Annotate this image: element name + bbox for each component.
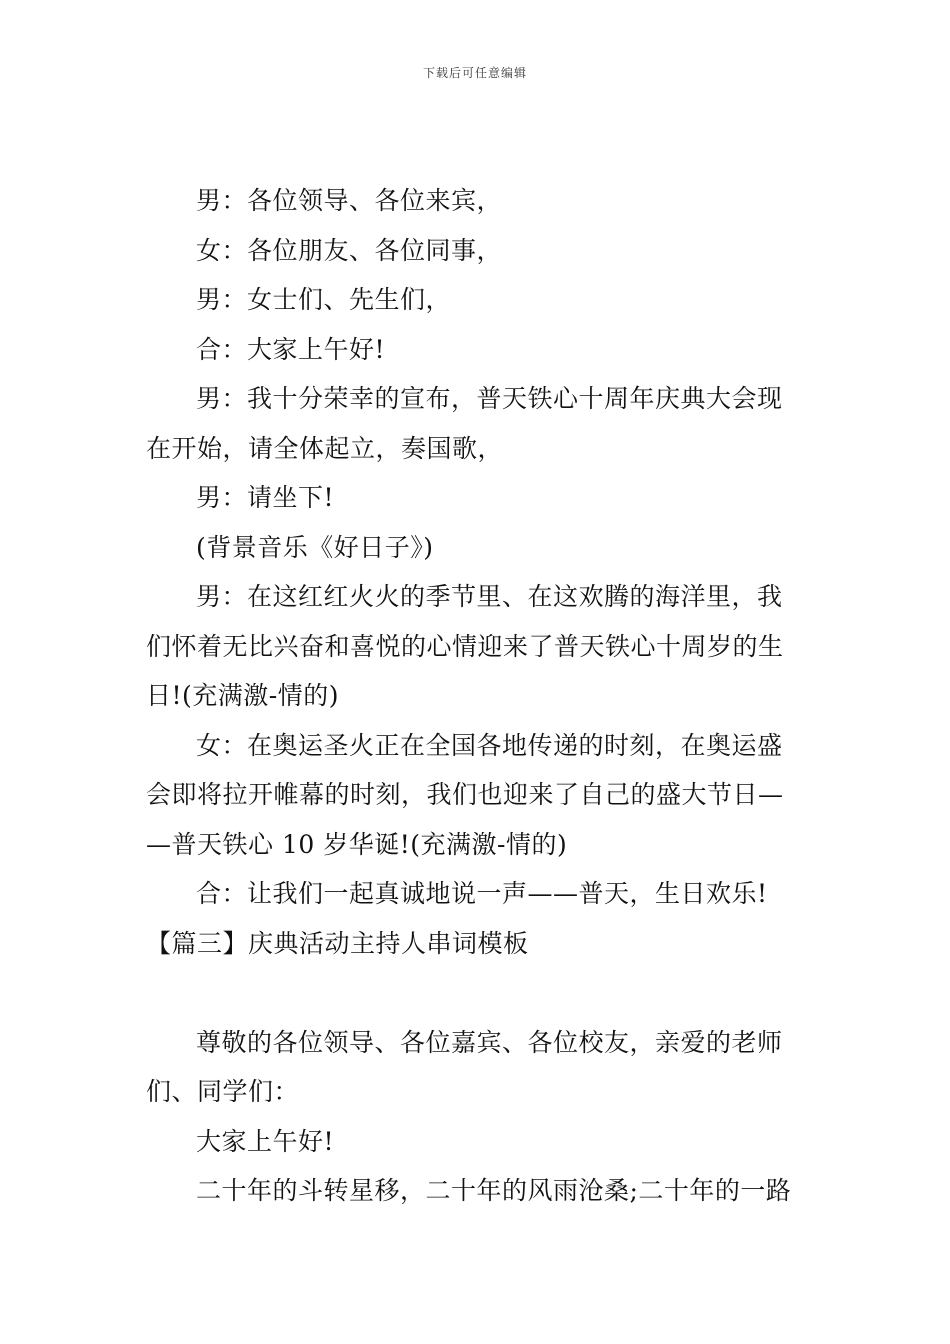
- paragraph-line: 们、同学们：: [146, 1077, 300, 1106]
- paragraph-line: 男：女士们、先生们，: [196, 285, 452, 314]
- paragraph-line: 男：各位领导、各位来宾，: [196, 186, 503, 215]
- paragraph-line: 男：请坐下!: [196, 483, 335, 512]
- paragraph-line: (背景音乐《好日子》): [196, 532, 434, 562]
- document-body: [146, 176, 808, 1216]
- blank-line: [146, 968, 808, 1018]
- paragraph-line: —普天铁心 10 岁华诞!(充满激-情的): [146, 829, 568, 859]
- paragraph-line: 会即将拉开帷幕的时刻，我们也迎来了自己的盛大节日—: [146, 780, 784, 809]
- paragraph-line: 们怀着无比兴奋和喜悦的心情迎来了普天铁心十周岁的生: [146, 631, 784, 661]
- paragraph-line: 尊敬的各位领导、各位嘉宾、各位校友，亲爱的老师: [196, 1027, 783, 1057]
- paragraph-line: 二十年的斗转星移，二十年的风雨沧桑;二十年的一路: [196, 1176, 792, 1205]
- paragraph-line: 合：让我们一起真诚地说一声——普天，生日欢乐!: [196, 879, 768, 908]
- paragraph-line: 合：大家上午好!: [196, 334, 386, 364]
- paragraph-line: 女：在奥运圣火正在全国各地传递的时刻，在奥运盛: [196, 730, 783, 760]
- paragraph-line: 在开始，请全体起立，奏国歌，: [146, 433, 504, 463]
- paragraph-line: 日!(充满激-情的): [146, 681, 340, 710]
- paragraph-line: 男：在这红红火火的季节里、在这欢腾的海洋里，我: [196, 582, 783, 611]
- section-heading: 【篇三】庆典活动主持人串词模板: [146, 928, 529, 958]
- paragraph-line: 男：我十分荣幸的宣布，普天铁心十周年庆典大会现: [196, 384, 783, 413]
- paragraph-line: 大家上午好!: [196, 1126, 335, 1156]
- paragraph-line: 女：各位朋友、各位同事，: [196, 235, 503, 265]
- page-header: 下载后可任意编辑: [422, 66, 527, 80]
